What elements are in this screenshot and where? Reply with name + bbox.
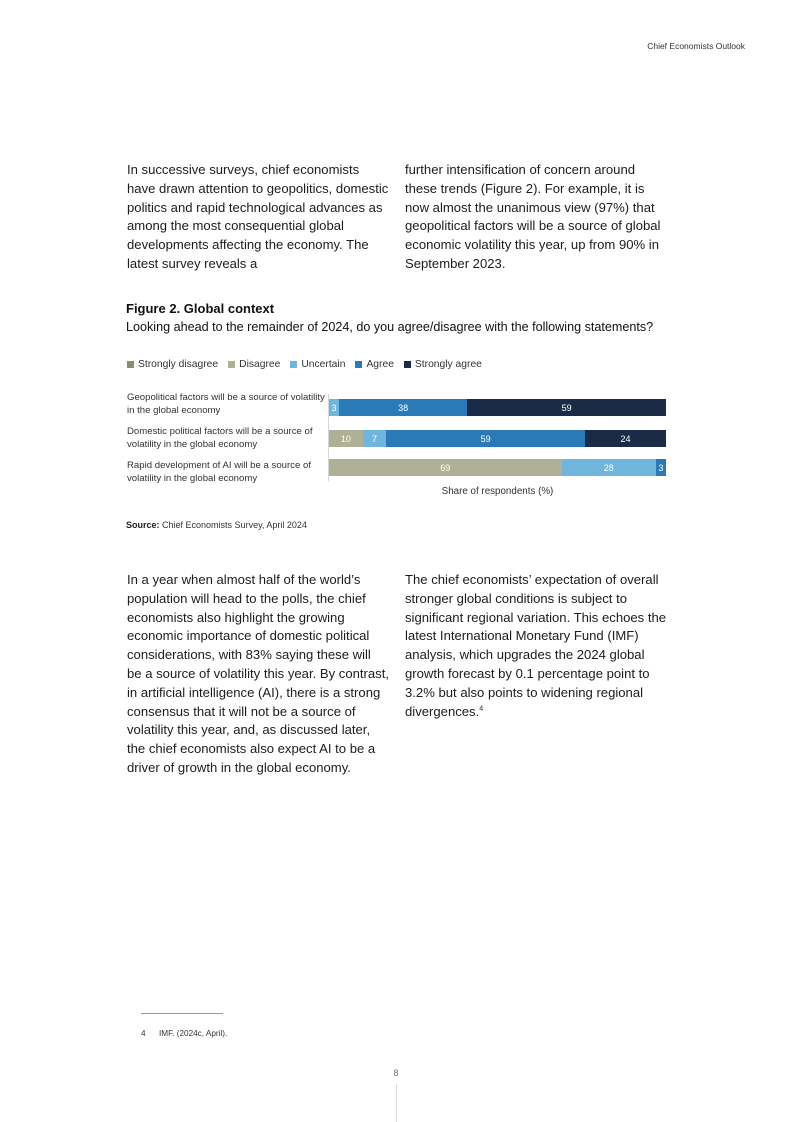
page-rule xyxy=(396,1084,397,1122)
intro-left-column xyxy=(127,161,389,274)
legend-label: Strongly agree xyxy=(414,359,482,370)
bar-segment-strongly-agree: 24 xyxy=(585,430,666,447)
footnote-text: IMF. (2024c, April). xyxy=(159,1029,228,1038)
body-left-paragraph: In a year when almost half of the world’s population will head to the polls, the chief economists also highlight the growing economic importance of domestic political considerations, with 83% saying these will be a source of volatility this year. By contrast, in artificial intelligence (AI), there is a strong consensus that it will not be a source of volatility this year, and, as discussed later, the chief economists also expect AI to be a driver of growth in the global economy. xyxy=(127,572,389,775)
body-right-paragraph xyxy=(405,571,667,721)
legend-item-strongly-agree xyxy=(404,359,482,370)
figure-source xyxy=(126,520,307,530)
source-text: Chief Economists Survey, April 2024 xyxy=(162,520,307,530)
bar-row-domestic-political xyxy=(329,430,666,447)
body-left-column xyxy=(127,571,389,778)
page-number: 8 xyxy=(393,1068,399,1078)
category-label: Rapid development of AI will be a source of volatility in the global economy xyxy=(127,460,311,484)
bar-segment-strongly-agree: 59 xyxy=(467,399,666,416)
intro-left-paragraph: In successive surveys, chief economists have drawn attention to geopolitics, domestic politics and rapid technological advances as among the most consequential global developments affecting the economy. The latest survey reveals a xyxy=(127,162,389,271)
legend-swatch xyxy=(290,361,297,368)
legend-item-disagree xyxy=(228,359,280,370)
category-label: Geopolitical factors will be a source of volatility in the global economy xyxy=(127,392,325,416)
legend-swatch xyxy=(127,361,134,368)
bar-segment-agree: 3 xyxy=(656,459,666,476)
footnote-divider xyxy=(141,1013,223,1014)
legend-item-uncertain xyxy=(290,359,345,370)
bar-segment-uncertain: 7 xyxy=(363,430,387,447)
footnote xyxy=(141,1029,227,1038)
bar-segment-agree: 38 xyxy=(339,399,467,416)
bar-segment-uncertain: 28 xyxy=(562,459,656,476)
bar-segment-uncertain: 3 xyxy=(329,399,339,416)
legend-label: Disagree xyxy=(239,359,281,370)
chart-legend xyxy=(127,359,482,370)
legend-swatch xyxy=(228,361,235,368)
bar-row-ai xyxy=(329,459,666,476)
intro-right-paragraph: further intensification of concern around these trends (Figure 2). For example, it is now almost the unanimous view (97%) that geopolitical factors will be a source of global economic volatility this year, up from 90% in September 2023. xyxy=(405,162,661,271)
intro-right-column xyxy=(405,161,667,274)
legend-item-agree xyxy=(355,359,393,370)
legend-label: Agree xyxy=(366,359,394,370)
bar-segment-disagree: 10 xyxy=(329,430,363,447)
bar-row-geopolitical xyxy=(329,399,666,416)
x-axis-title: Share of respondents (%) xyxy=(441,486,554,497)
bar-segment-agree: 59 xyxy=(386,430,585,447)
legend-item-strongly-disagree xyxy=(127,359,218,370)
footnote-number: 4 xyxy=(141,1029,146,1038)
figure-subtitle: Looking ahead to the remainder of 2024, do you agree/disagree with the following statements? xyxy=(126,320,654,334)
bar-segment-disagree: 69 xyxy=(329,459,562,476)
legend-label: Uncertain xyxy=(301,359,346,370)
source-label: Source: xyxy=(126,520,160,530)
footnote-marker[interactable]: 4 xyxy=(479,705,484,713)
figure-title: Figure 2. Global context xyxy=(126,301,275,316)
body-right-text: The chief economists’ expectation of overall stronger global conditions is subject to significant regional variation. This echoes the latest International Monetary Fund (IMF) analysis, which upgrades the 2024 global growth forecast by 0.1 percentage point to 3.2% but also points to widening regional divergences. xyxy=(405,572,667,719)
legend-label: Strongly disagree xyxy=(138,359,219,370)
body-right-column xyxy=(405,571,667,721)
legend-swatch xyxy=(404,361,411,368)
publication-title: Chief Economists Outlook xyxy=(647,41,745,51)
category-label: Domestic political factors will be a source of volatility in the global economy xyxy=(127,426,313,450)
legend-swatch xyxy=(355,361,362,368)
